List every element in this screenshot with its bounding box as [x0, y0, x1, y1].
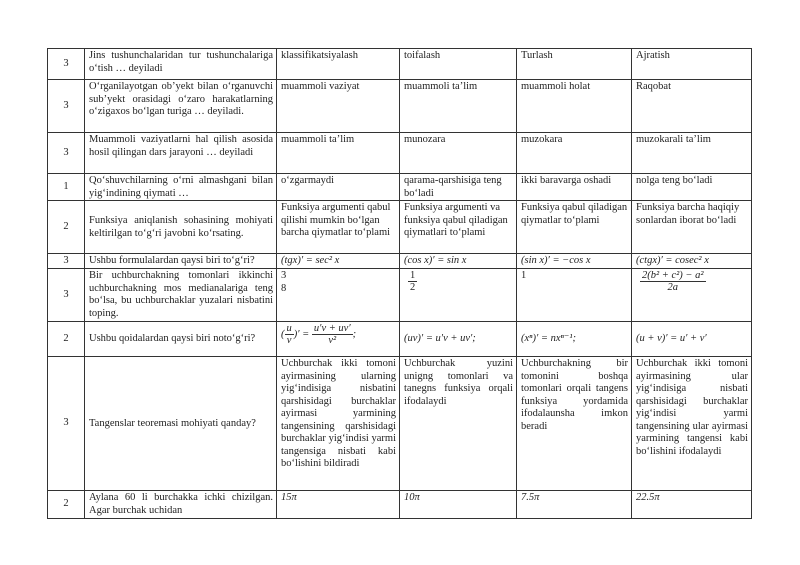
- answer-cell: 15π: [277, 491, 400, 519]
- answer-cell: (sin x)′ = −cos x: [517, 254, 632, 269]
- table-row: [48, 357, 752, 491]
- table-row: [48, 254, 752, 269]
- answer-cell: Uchburchak ikki tomoni ayirmasining ularning yig‘indisiga nisbatini qarshisidagi burchaklar ayirmasi yarmining tangensining qarshisidagi burchaklar yig‘indisi yarmi tangensiga nisbati kabi bo‘lishini bildiradi: [277, 357, 400, 491]
- score-cell: 3: [48, 357, 85, 491]
- question-cell: Funksiya aniqlanish sohasining mohiyati keltirilgan to‘g‘ri javobni ko‘rsating.: [85, 201, 277, 254]
- table-row: [48, 491, 752, 519]
- answer-line: 8: [281, 282, 287, 294]
- answer-cell: [400, 269, 517, 322]
- answer-cell: (cos x)′ = sin x: [400, 254, 517, 269]
- score-cell: 3: [48, 269, 85, 322]
- question-cell: Bir uchburchakning tomonlari ikkinchi uchburchakning mos medianalariga teng bo‘lsa, bu uchburchaklar yuzalari nisbatini toping.: [85, 269, 277, 322]
- answer-cell: muammoli holat: [517, 80, 632, 133]
- answer-cell: Funksiya argumenti va funksiya qabul qiladigan qiymatlari to‘plami: [400, 201, 517, 254]
- table-row: [48, 201, 752, 254]
- score-cell: 3: [48, 49, 85, 80]
- answer-cell: 7.5π: [517, 491, 632, 519]
- answer-cell: [277, 322, 400, 357]
- score-cell: 3: [48, 254, 85, 269]
- answer-cell: [632, 269, 752, 322]
- answer-cell: Uchburchakning bir tomonini boshqa tomonlari orqali tangens funksiya yordamida ifodalaunsha imkon beradi: [517, 357, 632, 491]
- question-cell: Muammoli vaziyatlarni hal qilish asosida hosil qilingan dars jarayoni … deyiladi: [85, 133, 277, 174]
- answer-cell: munozara: [400, 133, 517, 174]
- answer-cell: (tgx)′ = sec² x: [277, 254, 400, 269]
- score-cell: 1: [48, 174, 85, 201]
- question-cell: O‘rganilayotgan ob’yekt bilan o‘rganuvchi sub’yekt orasidagi o‘zaro harakatlarning o‘zigaxos bo‘lgan turiga … deyiladi.: [85, 80, 277, 133]
- table-row: [48, 322, 752, 357]
- table-row: [48, 269, 752, 322]
- answer-cell: 10π: [400, 491, 517, 519]
- answer-cell: (ctgx)′ = cosec² x: [632, 254, 752, 269]
- answer-cell: muammoli ta’lim: [400, 80, 517, 133]
- question-cell: Ushbu qoidalardan qaysi biri noto‘g‘ri?: [85, 322, 277, 357]
- answer-cell: Funksiya qabul qiladigan qiymatlar to‘plami: [517, 201, 632, 254]
- question-cell: Tangenslar teoremasi mohiyati qanday?: [85, 357, 277, 491]
- table-row: [48, 80, 752, 133]
- answer-cell: (xⁿ)′ = nxⁿ⁻¹;: [517, 322, 632, 357]
- answer-cell: muammoli vaziyat: [277, 80, 400, 133]
- answer-cell: muzokarali ta’lim: [632, 133, 752, 174]
- answer-cell: muzokara: [517, 133, 632, 174]
- question-cell: Qo‘shuvchilarning o‘rni almashgani bilan yig‘indining qiymati …: [85, 174, 277, 201]
- answer-cell: 1: [517, 269, 632, 322]
- answer-line: 3: [281, 270, 287, 281]
- answer-cell: Ajratish: [632, 49, 752, 80]
- formula: ( $\frac{u}{v}$ )′ = $\frac{u'v + uv'}{\text{v²}}$ ;: [281, 323, 357, 346]
- fraction: $\frac{\text{2(b² + c²) − a²}}{2a}$: [642, 270, 704, 293]
- answer-cell: 22.5π: [632, 491, 752, 519]
- answer-cell: [277, 269, 400, 322]
- answer-cell: ikki baravarga oshadi: [517, 174, 632, 201]
- answer-cell: Funksiya argumenti qabul qilishi mumkin bo‘lgan barcha qiymatlar to‘plami: [277, 201, 400, 254]
- answer-cell: (u + v)′ = u′ + v′: [632, 322, 752, 357]
- score-cell: 2: [48, 491, 85, 519]
- question-cell: Jins tushunchalaridan tur tushunchalariga o‘tish … deyiladi: [85, 49, 277, 80]
- score-cell: 3: [48, 80, 85, 133]
- answer-cell: nolga teng bo‘ladi: [632, 174, 752, 201]
- score-cell: 3: [48, 133, 85, 174]
- answer-cell: o‘zgarmaydi: [277, 174, 400, 201]
- answer-cell: qarama-qarshisiga teng bo‘ladi: [400, 174, 517, 201]
- answer-cell: toifalash: [400, 49, 517, 80]
- question-cell: Ushbu formulalardan qaysi biri to‘g‘ri?: [85, 254, 277, 269]
- fraction: $\frac{1}{2}$: [410, 270, 416, 293]
- answer-cell: muammoli ta’lim: [277, 133, 400, 174]
- answer-cell: Funksiya barcha haqiqiy sonlardan iborat bo‘ladi: [632, 201, 752, 254]
- answer-cell: Turlash: [517, 49, 632, 80]
- answer-cell: Uchburchak yuzini unigng tomonlari va tanegns funksiya orqali ifodalaydi: [400, 357, 517, 491]
- table-row: [48, 174, 752, 201]
- question-table: [47, 48, 752, 519]
- answer-cell: (uv)′ = u′v + uv′;: [400, 322, 517, 357]
- question-cell: Aylana 60 li burchakka ichki chizilgan. Agar burchak uchidan: [85, 491, 277, 519]
- score-cell: 2: [48, 201, 85, 254]
- table-row: [48, 133, 752, 174]
- answer-cell: Raqobat: [632, 80, 752, 133]
- table-row: [48, 49, 752, 80]
- answer-cell: Uchburchak ikki tomoni ayirmasining ular yig‘indisiga nisbati qarshisidagi burchaklar yig‘indisi yarmi tangensining ular ayirmasi yarmining tangensi kabi bo‘lishini ifodalaydi: [632, 357, 752, 491]
- answer-cell: klassifikatsiyalash: [277, 49, 400, 80]
- score-cell: 2: [48, 322, 85, 357]
